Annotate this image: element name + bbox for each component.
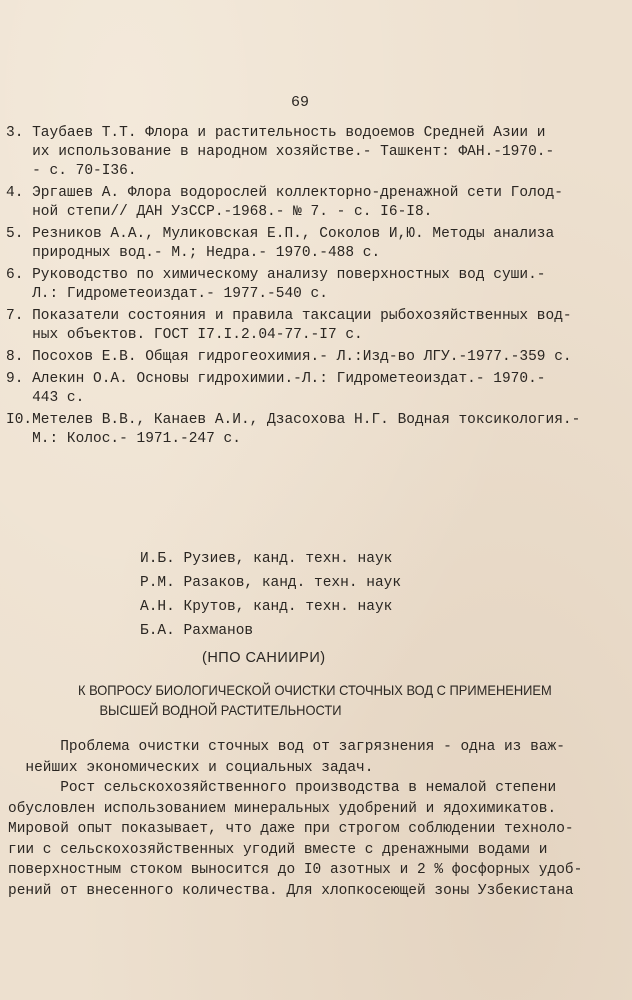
author-line: А.Н. Крутов, канд. техн. наук [140, 599, 393, 615]
title-line: ВЫСШЕЙ ВОДНОЙ РАСТИТЕЛЬНОСТИ [78, 702, 342, 718]
reference-item [6, 266, 596, 304]
article-body [8, 737, 598, 901]
reference-line: Руководство по химическому анализу поверхностных вод суши.- [32, 267, 546, 283]
reference-line: - с. 70-I36. [32, 163, 137, 179]
reference-number: 7. [6, 308, 33, 324]
reference-item [6, 411, 596, 449]
reference-line: Показатели состояния и правила таксации рыбохозяйственных вод- [32, 308, 572, 324]
body-line: поверхностным стоком выносится до I0 азотных и 2 % фосфорных удоб- [8, 862, 583, 878]
reference-item [6, 225, 596, 263]
reference-line: Алекин О.А. Основы гидрохимии.-Л.: Гидрометеоиздат.- 1970.- [32, 371, 546, 387]
body-line: рений от внесенного количества. Для хлопкосеющей зоны Узбекистана [8, 882, 574, 899]
author-line: И.Б. Рузиев, канд. техн. наук [140, 551, 393, 567]
reference-line: ных объектов. ГОСТ I7.I.2.04-77.-I7 с. [32, 327, 363, 343]
reference-line: ной степи// ДАН УзССР.-1968.- № 7. - с. I6-I8. [32, 204, 433, 220]
body-line: нейших экономических и социальных задач. [8, 759, 374, 776]
reference-list [6, 124, 596, 452]
body-line: Проблема очистки сточных вод от загрязнения - одна из важ- [8, 739, 565, 755]
body-line: Мировой опыт показывает, что даже при строгом соблюдении техноло- [8, 821, 574, 837]
body-line: обусловлен использованием минеральных удобрений и ядохимикатов. [8, 800, 557, 817]
reference-line: 443 с. [32, 390, 85, 406]
reference-line: их использование в народном хозяйстве.- Ташкент: ФАН.-1970.- [32, 144, 555, 160]
reference-line: Эргашев А. Флора водорослей коллекторно-дренажной сети Голод- [32, 185, 563, 201]
reference-number: 3. [6, 125, 33, 141]
author-list [140, 547, 401, 643]
author-line: Р.М. Разаков, канд. техн. наук [140, 575, 402, 591]
reference-item [6, 307, 596, 345]
author-line: Б.А. Рахманов [140, 623, 254, 639]
reference-number: 8. [6, 349, 33, 365]
reference-line: природных вод.- М.; Недра.- 1970.-488 с. [32, 245, 381, 261]
reference-number: 5. [6, 226, 33, 242]
reference-line: Таубаев Т.Т. Флора и растительность водоемов Средней Азии и [32, 125, 546, 141]
reference-item [6, 348, 596, 367]
reference-line: Л.: Гидрометеоиздат.- 1977.-540 с. [32, 286, 328, 302]
reference-line: Резников А.А., Муликовская Е.П., Соколов И,Ю. Методы анализа [32, 226, 555, 242]
reference-line: М.: Колос.- 1971.-247 с. [32, 431, 241, 447]
reference-item [6, 184, 596, 222]
reference-number: 9. [6, 371, 33, 387]
body-line: Рост сельскохозяйственного производства в немалой степени [8, 780, 557, 796]
body-line: гии с сельскохозяйственных угодий вместе с дренажными водами и [8, 841, 548, 858]
reference-number: I0. [6, 412, 33, 428]
reference-item [6, 370, 596, 408]
reference-item [6, 124, 596, 181]
reference-number: 4. [6, 185, 33, 201]
article-title [78, 680, 575, 720]
reference-line: Метелев В.В., Канаев А.И., Дзасохова Н.Г. Водная токсикология.- [32, 412, 581, 428]
organization: (НПО САНИИРИ) [202, 650, 326, 666]
reference-line: Посохов Е.В. Общая гидрогеохимия.- Л.:Изд-во ЛГУ.-1977.-359 с. [32, 349, 572, 365]
page-number: 69 [290, 94, 309, 111]
reference-number: 6. [6, 267, 33, 283]
title-line: К ВОПРОСУ БИОЛОГИЧЕСКОЙ ОЧИСТКИ СТОЧНЫХ ВОД С ПРИМЕНЕНИЕМ [78, 682, 552, 698]
